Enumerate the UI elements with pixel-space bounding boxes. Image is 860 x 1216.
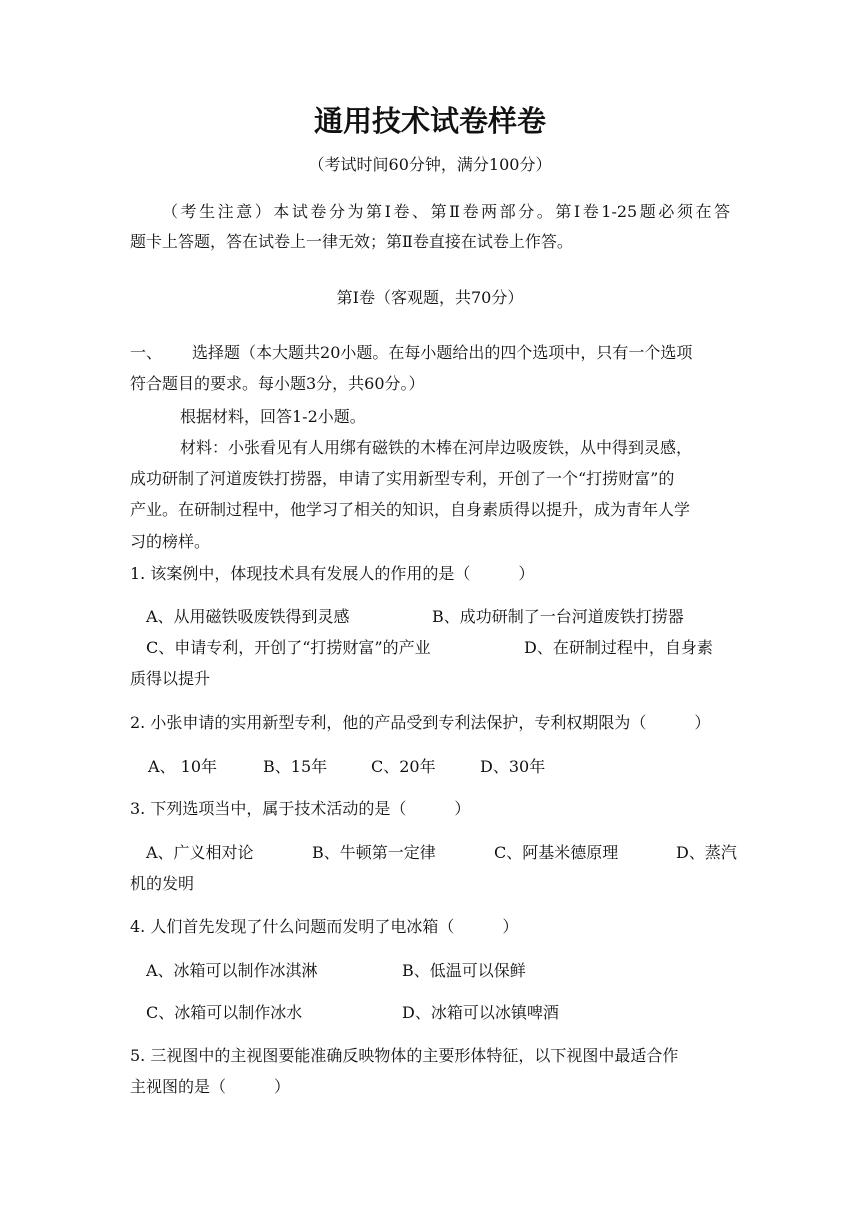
material-line-3: 产业。在研制过程中，他学习了相关的知识，自身素质得以提升，成为青年人学 [130,500,691,519]
exam-title: 通用技术试卷样卷 [313,104,546,138]
q3-stem: 3. 下列选项当中，属于技术活动的是（ ） [130,799,471,818]
part1-number: 一、 [130,343,163,362]
part1-line-2: 符合题目的要求。每小题3分，共60分。） [130,374,425,393]
q2-option-d: D、30年 [480,757,546,776]
q1-stem: 1. 该案例中，体现技术具有发展人的作用的是（ ） [130,564,535,583]
section-heading: 第Ⅰ卷（客观题，共70分） [336,288,524,307]
q3-option-b: B、牛顿第一定律 [312,843,436,862]
exam-subtitle: （考试时间60分钟，满分100分） [308,155,552,174]
q2-option-c: C、20年 [371,757,436,776]
q1-option-b: B、成功研制了一台河道废铁打捞器 [432,607,684,626]
part1-instructions: 选择题（本大题共20小题。在每小题给出的四个选项中，只有一个选项 [192,343,693,362]
q3-option-c: C、阿基米德原理 [494,843,619,862]
q1-option-d-cont: 质得以提升 [130,669,211,688]
q2-option-a: A、 10年 [148,757,218,776]
q1-option-a: A、从用磁铁吸废铁得到灵感 [146,607,350,626]
q3-option-d-cont: 机的发明 [130,874,195,893]
notice-line-2: 题卡上答题，答在试卷上一律无效；第Ⅱ卷直接在试卷上作答。 [130,232,573,251]
material-line-1: 材料：小张看见有人用绑有磁铁的木棒在河岸边吸废铁，从中得到灵感， [180,438,693,457]
q4-stem: 4. 人们首先发现了什么问题而发明了电冰箱（ ） [130,917,519,936]
q3-option-d: D、蒸汽 [676,843,737,862]
q4-option-a: A、冰箱可以制作冰淇淋 [146,961,318,980]
q2-stem: 2. 小张申请的实用新型专利，他的产品受到专利法保护，专利权期限为（ ） [130,713,711,732]
q3-option-a: A、广义相对论 [146,843,254,862]
q1-option-d: D、在研制过程中，自身素 [524,638,713,657]
material-intro: 根据材料，回答1-2小题。 [180,407,366,426]
q2-option-b: B、15年 [263,757,328,776]
q5-stem-line-2: 主视图的是（ ） [130,1077,291,1096]
material-line-2: 成功研制了河道废铁打捞器，申请了实用新型专利，开创了一个“打捞财富”的 [130,469,675,488]
q5-stem-line-1: 5. 三视图中的主视图要能准确反映物体的主要形体特征，以下视图中最适合作 [130,1046,679,1065]
q1-option-c: C、申请专利，开创了“打捞财富”的产业 [146,638,431,657]
material-line-4: 习的榜样。 [130,532,211,551]
q4-option-b: B、低温可以保鲜 [402,961,526,980]
q4-option-c: C、冰箱可以制作冰水 [146,1003,303,1022]
part1-line-1 [130,342,730,364]
notice-line-1: （考生注意）本试卷分为第Ⅰ卷、第Ⅱ卷两部分。第Ⅰ卷1-25题必须在答 [162,202,730,221]
q4-option-d: D、冰箱可以冰镇啤酒 [402,1003,559,1022]
